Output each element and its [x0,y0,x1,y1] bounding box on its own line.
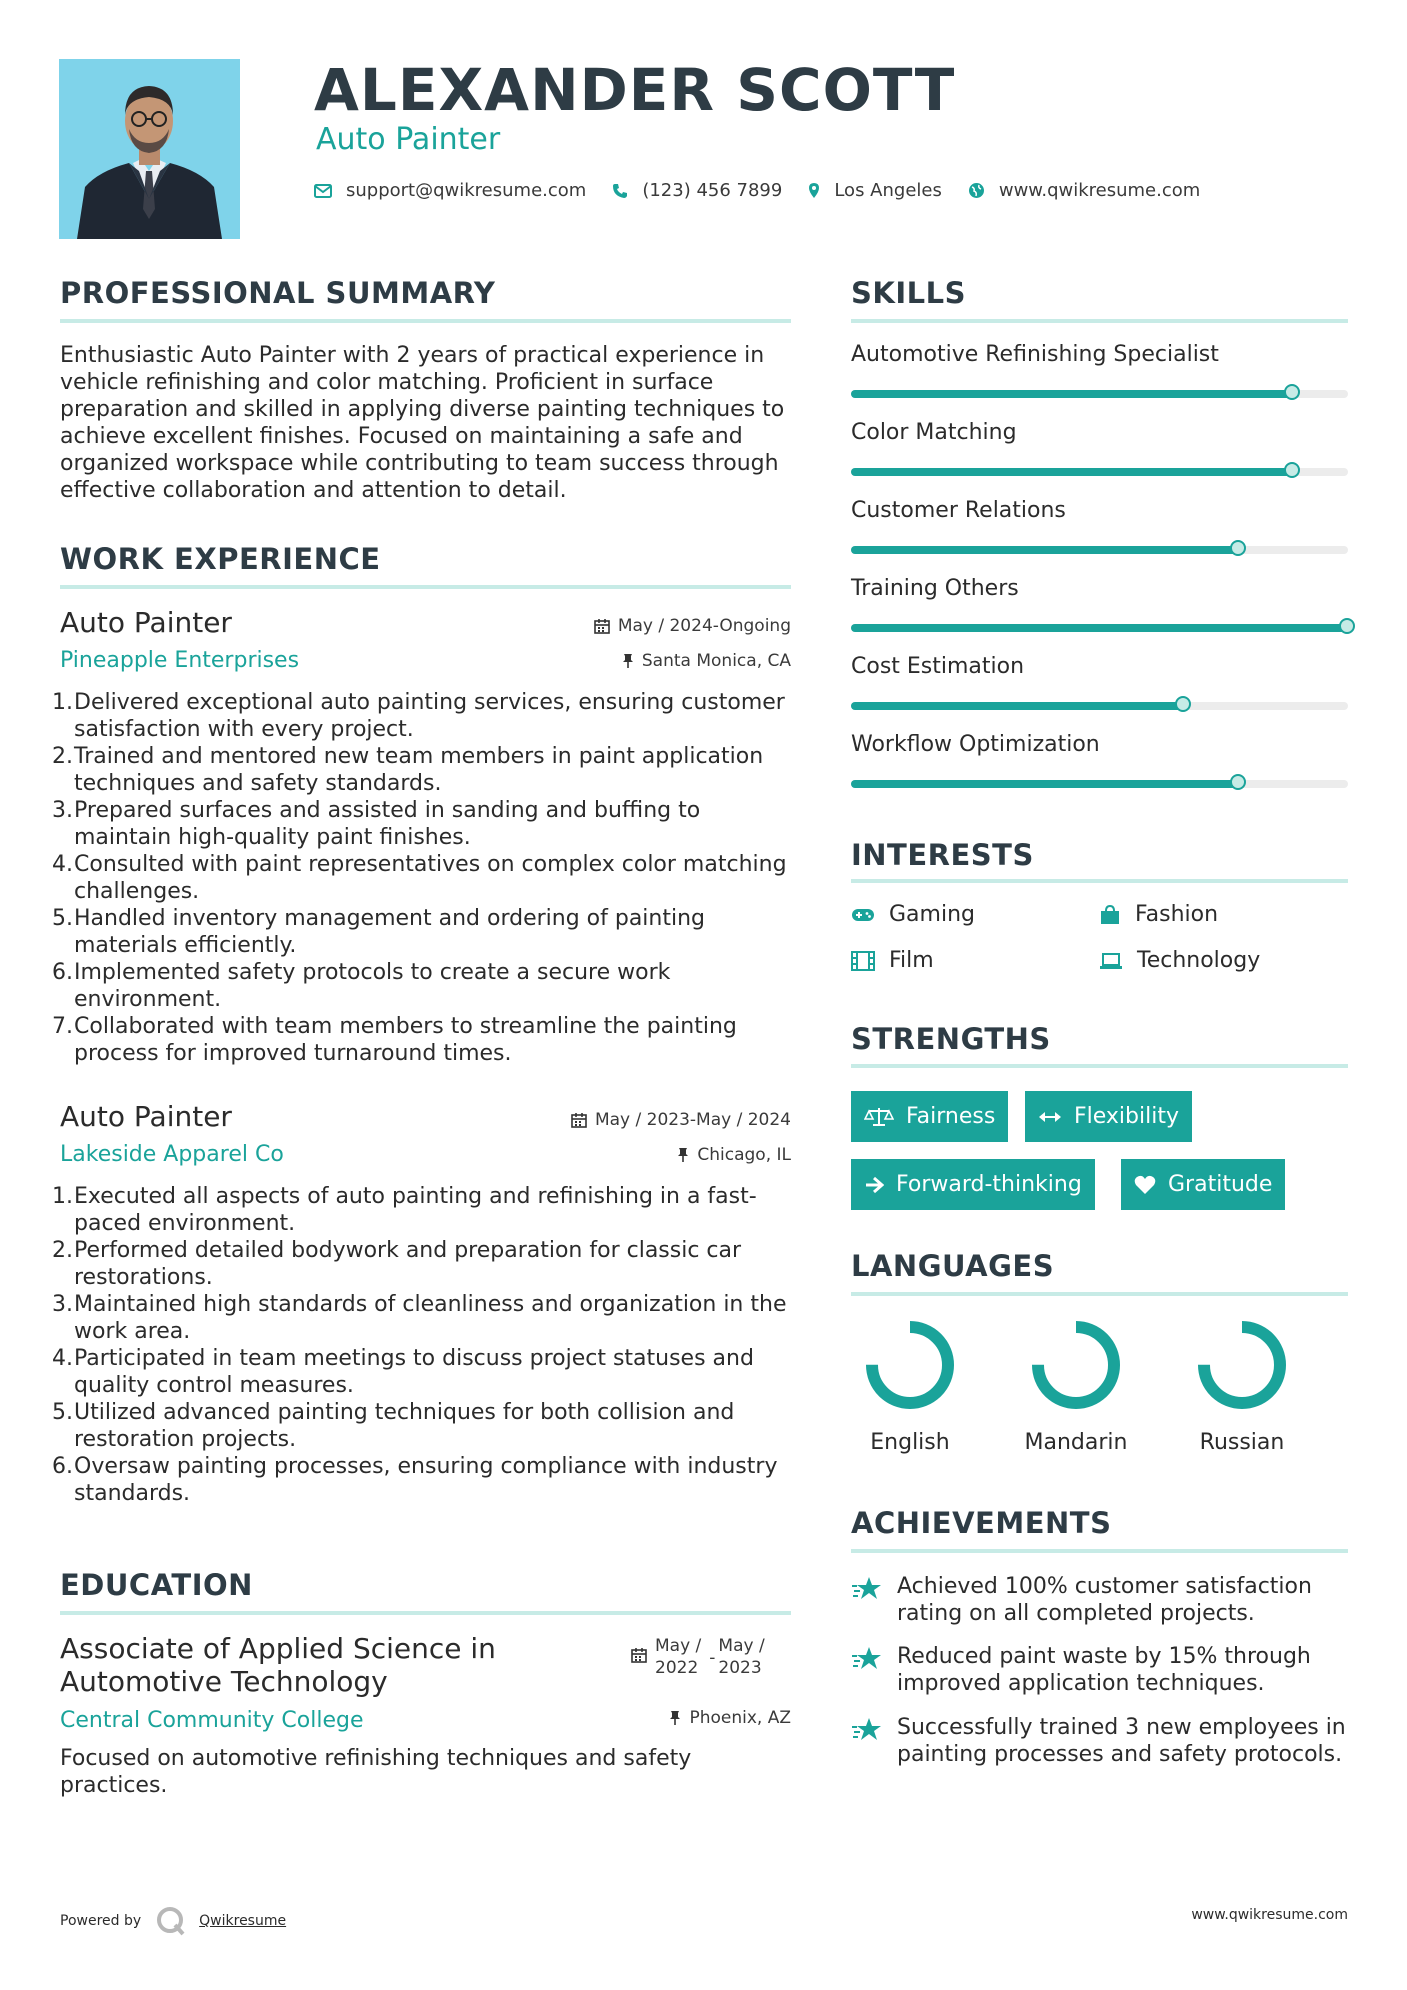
job-date: May / 2023-May / 2024 [571,1110,791,1130]
language-item [1177,1318,1307,1468]
footer-website[interactable]: www.qwikresume.com [1191,1907,1348,1923]
pushpin-icon [677,1147,689,1163]
list-item: 3. Prepared surfaces and assisted in sanding and buffing to maintain high-quality paint finishes. [52,798,701,850]
degree-title: Associate of Applied Science in Automotive Technology [60,1632,496,1698]
envelope-icon [314,184,332,198]
skill-item [851,654,1348,714]
star-badge-icon [851,1576,883,1602]
strength-chip-flexibility: Flexibility [1025,1091,1192,1142]
experience-divider [60,585,791,589]
gamepad-icon [851,907,875,923]
candidate-name: ALEXANDER SCOTT [314,56,956,124]
strength-chip-forward-thinking: Forward-thinking [851,1159,1095,1210]
list-item: 4. Participated in team meetings to discuss project statuses and quality control measures. [52,1346,754,1398]
contact-phone[interactable]: (123) 456 7899 [642,180,783,201]
education-heading: EDUCATION [60,1568,253,1602]
achievement-item: Reduced paint waste by 15% through improved application techniques. [851,1643,1351,1697]
language-item [845,1318,975,1468]
strength-chip-fairness: Fairness [851,1091,1008,1142]
language-progress-ring [845,1318,975,1416]
language-progress-ring [1011,1318,1141,1416]
calendar-icon [594,618,610,634]
education-school: Central Community College [60,1708,364,1733]
globe-icon [968,182,985,199]
strength-chip-gratitude: Gratitude [1121,1159,1285,1210]
skill-label: Cost Estimation [851,654,1025,679]
contact-email[interactable]: support@qwikresume.com [346,180,587,201]
skill-bar-knob [1175,696,1191,712]
job-responsibilities [52,1183,795,1507]
interest-fashion: Fashion [1099,902,1218,927]
list-item: 1. Delivered exceptional auto painting services, ensuring customer satisfaction with every project. [52,690,785,742]
pushpin-icon [669,1710,681,1726]
arrows-horizontal-icon [1038,1110,1062,1124]
job-company: Pineapple Enterprises [60,648,300,673]
interest-film: Film [851,948,934,973]
skill-item [851,732,1348,792]
interests-divider [851,879,1348,883]
list-item: 6. Oversaw painting processes, ensuring compliance with industry standards. [52,1454,778,1506]
skill-item [851,498,1348,558]
list-item: 4. Consulted with paint representatives on complex color matching challenges. [52,852,787,904]
star-badge-icon [851,1717,883,1743]
heart-icon [1134,1175,1156,1195]
skill-label: Customer Relations [851,498,1066,523]
film-icon [851,951,875,971]
job-title: Auto Painter [60,606,232,639]
list-item: 2. Performed detailed bodywork and preparation for classic car restorations. [52,1238,742,1290]
skill-item [851,420,1348,480]
job-location: Chicago, IL [677,1145,791,1165]
achievements-divider [851,1549,1348,1553]
interest-technology: Technology [1099,948,1260,973]
skill-label: Workflow Optimization [851,732,1100,757]
star-badge-icon [851,1646,883,1672]
skill-bar-fill [851,780,1239,788]
language-label: Russian [1199,1430,1285,1455]
list-item: 5. Handled inventory management and ordering of painting materials efficiently. [52,906,706,958]
skill-label: Automotive Refinishing Specialist [851,342,1219,367]
profile-photo [59,59,240,239]
language-progress-arc [872,1327,948,1403]
contact-location: Los Angeles [834,180,942,201]
skill-bar-knob [1230,774,1246,790]
languages-heading: LANGUAGES [851,1249,1055,1283]
skill-bar [851,702,1348,710]
interests-heading: INTERESTS [851,838,1034,872]
footer-powered-by: Powered by Qwikresume [60,1905,286,1937]
language-item [1011,1318,1141,1468]
skill-bar-knob [1284,462,1300,478]
education-date: May / 2022 - May / 2023 [631,1635,765,1679]
languages-divider [851,1292,1348,1296]
skills-heading: SKILLS [851,276,966,310]
list-item: 7. Collaborated with team members to streamline the painting process for improved turnaround times. [52,1014,737,1066]
list-item: 3. Maintained high standards of cleanliness and organization in the work area. [52,1292,787,1344]
skills-divider [851,319,1348,323]
map-pin-icon [808,182,820,199]
skill-bar [851,468,1348,476]
skill-bar-fill [851,624,1348,632]
language-progress-arc [1038,1327,1114,1403]
skill-bar-fill [851,546,1239,554]
list-item: 1. Executed all aspects of auto painting and refinishing in a fast-paced environment. [52,1184,757,1236]
education-location: Phoenix, AZ [669,1708,791,1728]
skill-label: Training Others [851,576,1019,601]
arrow-right-icon [864,1176,884,1194]
skill-bar-fill [851,702,1184,710]
languages-list [845,1318,1355,1468]
achievement-item: Successfully trained 3 new employees in painting processes and safety protocols. [851,1714,1351,1768]
list-item: 2. Trained and mentored new team members in paint application techniques and safety standards. [52,744,764,796]
achievements-heading: ACHIEVEMENTS [851,1506,1112,1540]
pushpin-icon [622,653,634,669]
job-company: Lakeside Apparel Co [60,1142,284,1167]
experience-heading: WORK EXPERIENCE [60,542,381,576]
scale-icon [864,1107,894,1127]
job-date: May / 2024-Ongoing [594,616,791,636]
laptop-icon [1099,952,1123,970]
candidate-role: Auto Painter [316,122,501,157]
strengths-heading: STRENGTHS [851,1022,1051,1056]
skill-bar-knob [1230,540,1246,556]
job-location: Santa Monica, CA [622,651,791,671]
skill-bar [851,546,1348,554]
language-label: Mandarin [1024,1430,1128,1455]
shopping-bag-icon [1099,905,1121,925]
skill-bar [851,390,1348,398]
list-item: 6. Implemented safety protocols to create a secure work environment. [52,960,671,1012]
language-label: English [870,1430,950,1455]
skill-item [851,576,1348,636]
skill-bar-knob [1284,384,1300,400]
education-description: Focused on automotive refinishing techniques and safety practices. [60,1746,692,1798]
skill-bar-fill [851,468,1293,476]
summary-heading: PROFESSIONAL SUMMARY [60,276,496,310]
education-divider [60,1611,791,1615]
list-item: 5. Utilized advanced painting techniques for both collision and restoration projects. [52,1400,735,1452]
contact-bar [314,180,1226,201]
summary-text: Enthusiastic Auto Painter with 2 years of practical experience in vehicle refinishing and color matching. Proficient in surface preparation and skilled in applying diverse painting techniques to achieve excellent finishes. Focused on maintaining a safe and organized workspace while contributing to team success through effective collaboration and attention to detail. [60,343,785,503]
skill-bar [851,624,1348,632]
skill-label: Color Matching [851,420,1017,445]
qwikresume-logo-icon [155,1905,187,1937]
language-progress-arc [1204,1327,1280,1403]
interest-gaming: Gaming [851,902,975,927]
summary-divider [60,319,791,323]
skill-bar-knob [1339,618,1355,634]
phone-icon [612,183,628,199]
skill-item [851,342,1348,402]
strengths-divider [851,1064,1348,1068]
footer-brand-link[interactable]: Qwikresume [199,1913,287,1929]
skill-bar-fill [851,390,1293,398]
calendar-icon [571,1112,587,1128]
language-progress-ring [1177,1318,1307,1416]
calendar-icon [631,1647,647,1663]
contact-website[interactable]: www.qwikresume.com [998,180,1201,201]
job-title: Auto Painter [60,1100,232,1133]
skill-bar [851,780,1348,788]
job-responsibilities [52,689,795,1067]
achievement-item: Achieved 100% customer satisfaction rating on all completed projects. [851,1573,1351,1627]
